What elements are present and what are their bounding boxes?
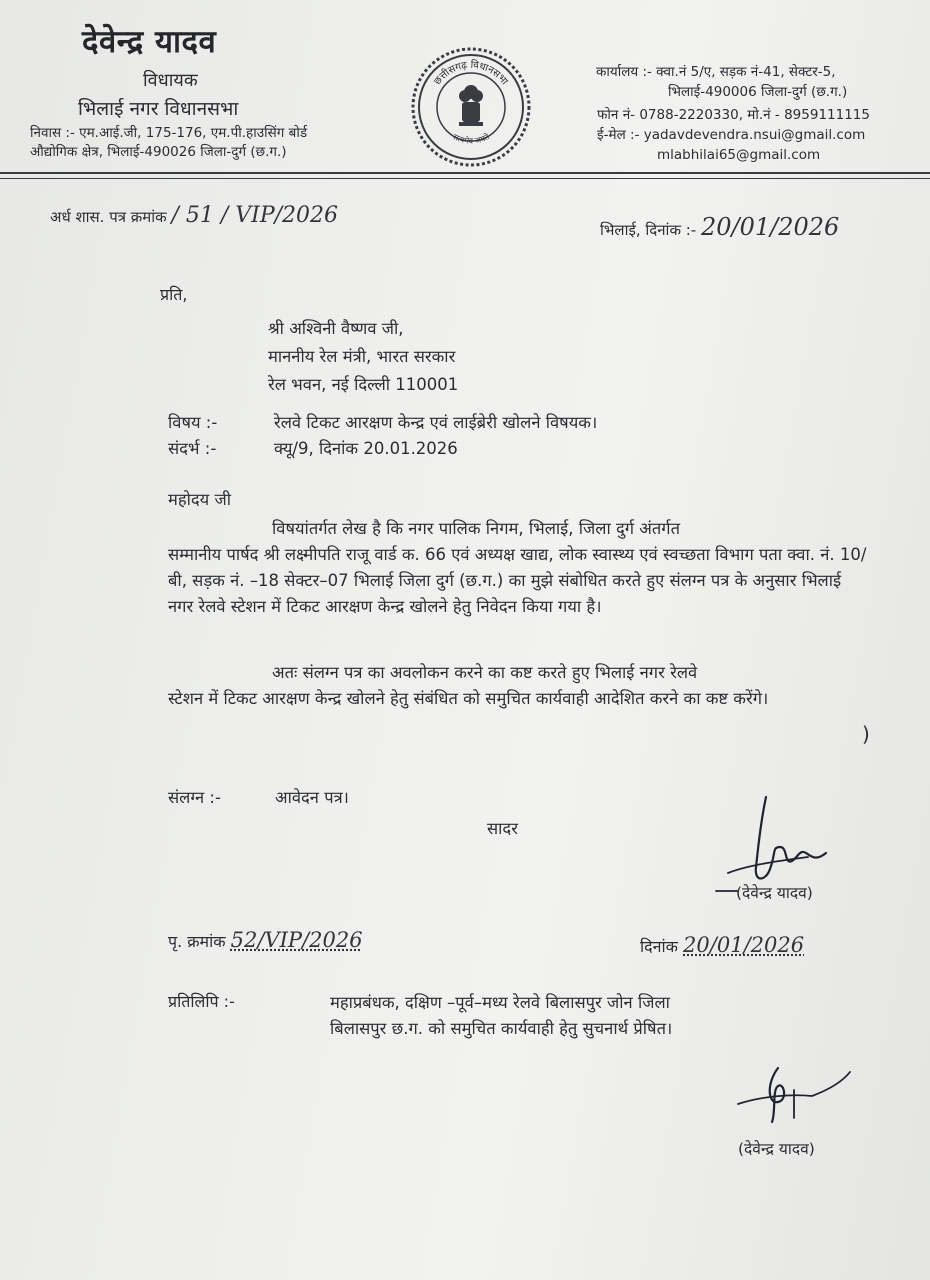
subject-text: रेलवे टिकट आरक्षण केन्द्र एवं लाईब्रेरी खोलने विषयक। xyxy=(274,413,598,432)
endorsement-date xyxy=(640,933,804,957)
subject-reference-label: संदर्भ :- xyxy=(168,439,217,458)
endorsement-date-value: 20/01/2026 xyxy=(683,933,805,957)
copy-to-label: प्रतिलिपि :- xyxy=(168,992,235,1011)
enclosure-text: आवेदन पत्र। xyxy=(275,788,349,807)
para1-first-line: विषयांतर्गत लेख है कि नगर पालिक निगम, भिलाई, जिला दुर्ग अंतर्गत xyxy=(272,519,680,538)
letterhead-rule xyxy=(0,172,930,174)
para1-rest: सम्मानीय पार्षद श्री लक्ष्मीपति राजू वार्ड क. 66 एवं अध्यक्ष खाद्य, लोक स्वास्थ्य एवं स्वच्छता विभाग पता क्वा. नं. 10/बी, सड़क नं. –18 सेक्टर–07 भिलाई जिला दुर्ग (छ.ग.) का मुझे संबोधित करते हुए संलग्न पत्र के अनुसार भिलाई नगर रेलवे स्टेशन में टिकट आरक्षण केन्द्र खोलने हेतु निवेदन किया गया है। xyxy=(168,545,867,616)
residence-line-2: औद्योगिक क्षेत्र, भिलाई-490026 जिला-दुर्ग (छ.ग.) xyxy=(30,144,287,160)
contact-details xyxy=(597,105,870,165)
endorsement-date-label: दिनांक xyxy=(640,937,678,956)
recipient-line-3: रेल भवन, नई दिल्ली 110001 xyxy=(268,375,459,394)
email-line-1: ई-मेल :- yadavdevendra.nsui@gmail.com xyxy=(597,127,866,143)
reference-number: / 51 / VIP/2026 xyxy=(171,203,339,228)
subject-labels xyxy=(168,410,217,462)
para2-first-line: अतः संलग्न पत्र का अवलोकन करने का कष्ट करते हुए भिलाई नगर रेलवे xyxy=(272,663,698,682)
sender-name: देवेन्द्र यादव xyxy=(82,24,217,60)
letter-reference xyxy=(50,203,338,228)
svg-text:सत्यमेव जयते xyxy=(451,131,491,145)
reference-label: अर्ध शास. पत्र क्रमांक xyxy=(50,208,167,226)
office-line-2: भिलाई-490006 जिला-दुर्ग (छ.ग.) xyxy=(668,84,848,100)
closing-text: सादर xyxy=(487,819,518,838)
phone-line: फोन नं- 0788-2220330, मो.नं - 8959111115 xyxy=(597,107,870,123)
date-value: 20/01/2026 xyxy=(700,213,840,241)
salutation: महोदय जी xyxy=(168,490,231,509)
endorsement-number xyxy=(168,928,363,952)
signatory-name-1: (देवेन्द्र यादव) xyxy=(736,884,813,902)
body-paragraph-2 xyxy=(168,660,868,712)
recipient-line-1: श्री अश्विनी वैष्णव जी, xyxy=(268,319,404,338)
email-line-2: mlabhilai65@gmail.com xyxy=(657,147,821,163)
date-label: भिलाई, दिनांक :- xyxy=(600,221,697,239)
sender-constituency: भिलाई नगर विधानसभा xyxy=(78,98,239,120)
margin-mark: ) xyxy=(862,722,870,746)
body-paragraph-1 xyxy=(168,516,868,620)
para2-rest: स्टेशन में टिकट आरक्षण केन्द्र खोलने हेतु संबंधित को समुचित कार्यवाही आदेशित करने का कष्ट करेंगे। xyxy=(168,689,769,708)
assembly-seal-emblem xyxy=(410,46,532,168)
copy-to-line-2: बिलासपुर छ.ग. को समुचित कार्यवाही हेतु सुचनार्थ प्रेषित। xyxy=(330,1019,673,1038)
copy-to-text xyxy=(330,990,672,1042)
subject-values xyxy=(274,410,597,462)
subject-label: विषय :- xyxy=(168,413,218,432)
seal-text-bottom: सत्यमेव जयते xyxy=(451,132,491,146)
endorsement-number-label: पृ. क्रमांक xyxy=(168,932,226,951)
residence-line-1: निवास :- एम.आई.जी, 175-176, एम.पी.हाउसिंग बोर्ड xyxy=(30,125,308,141)
endorsement-number-value: 52/VIP/2026 xyxy=(230,928,363,952)
signatory-name-2: (देवेन्द्र यादव) xyxy=(738,1140,815,1158)
seal-text-top: छत्तीसगढ़ विधानसभा xyxy=(432,59,510,88)
enclosure-label: संलग्न :- xyxy=(168,788,221,807)
office-line-1: कार्यालय :- क्वा.नं 5/ए, सड़क नं-41, सेक्टर-5, xyxy=(596,64,836,80)
office-address xyxy=(596,62,847,102)
sender-designation: विधायक xyxy=(143,70,198,91)
prati-label: प्रति, xyxy=(160,285,188,304)
recipient-address xyxy=(268,315,458,399)
letter-date xyxy=(600,213,839,241)
handwritten-signature-2 xyxy=(732,1060,852,1140)
letterhead-rule-thin xyxy=(0,178,930,179)
subject-reference-text: क्यू/9, दिनांक 20.01.2026 xyxy=(274,439,458,458)
copy-to-line-1: महाप्रबंधक, दक्षिण –पूर्व–मध्य रेलवे बिलासपुर जोन जिला xyxy=(330,993,670,1012)
residence-address xyxy=(30,124,307,162)
recipient-line-2: माननीय रेल मंत्री, भारत सरकार xyxy=(268,347,456,366)
